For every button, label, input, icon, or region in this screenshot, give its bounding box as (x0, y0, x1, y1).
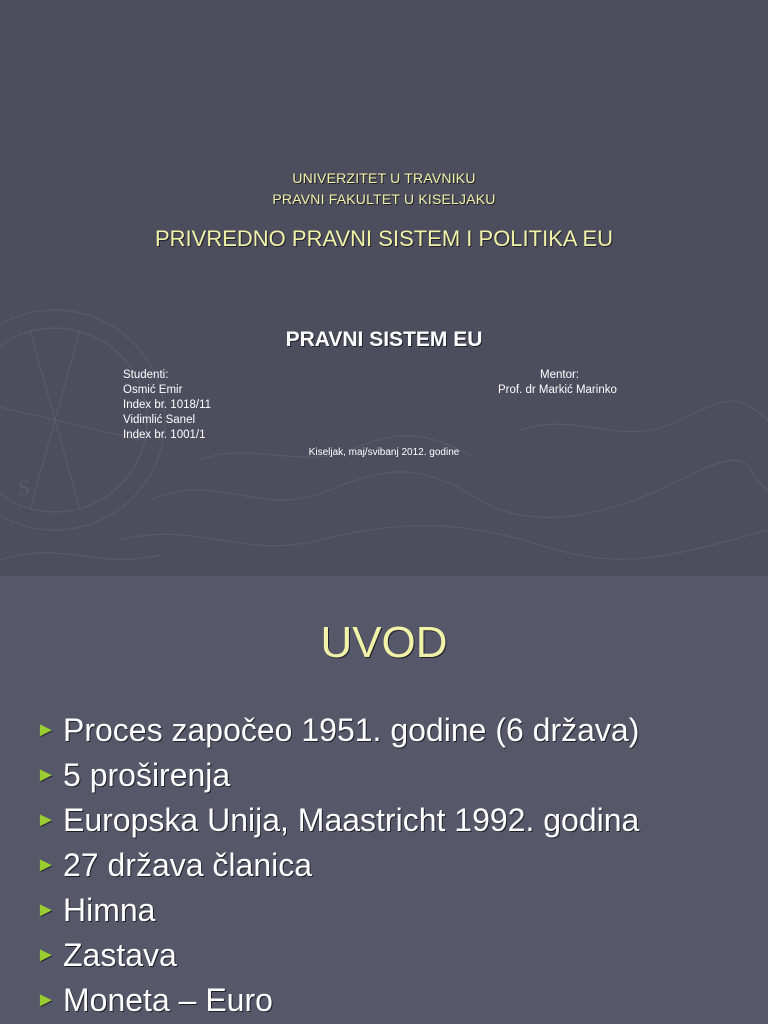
triangle-right-icon: ► (36, 944, 56, 966)
svg-text:S: S (18, 475, 31, 500)
list-item: ► Zastava (36, 933, 639, 978)
triangle-right-icon: ► (36, 899, 56, 921)
student-line: Index br. 1001/1 (123, 429, 206, 441)
triangle-right-icon: ► (36, 764, 56, 786)
faculty-name: PRAVNI FAKULTET U KISELJAKU (272, 191, 496, 207)
list-item: ► 27 država članica (36, 843, 639, 888)
dateline: Kiseljak, maj/svibanj 2012. godine (308, 447, 460, 458)
student-line: Index br. 1018/11 (123, 399, 212, 411)
slide-title: UVOD (320, 618, 448, 667)
university-name: UNIVERZITET U TRAVNIKU (292, 170, 476, 186)
students-label: Studenti: (123, 369, 169, 381)
mentor-label: Mentor: (540, 369, 579, 381)
triangle-right-icon: ► (36, 854, 56, 876)
mentor-name: Prof. dr Markić Marinko (498, 384, 617, 396)
students-block (123, 368, 211, 443)
bullet-list (36, 708, 639, 1023)
triangle-right-icon: ► (36, 809, 56, 831)
list-item: ► Himna (36, 888, 639, 933)
triangle-right-icon: ► (36, 719, 56, 741)
list-item: ► 5 proširenja (36, 753, 639, 798)
list-item: ► Europska Unija, Maastricht 1992. godina (36, 798, 639, 843)
list-item: ► Proces započeo 1951. godine (6 država) (36, 708, 639, 753)
mentor-block (498, 368, 617, 398)
student-line: Osmić Emir (123, 384, 183, 396)
list-item: ► Moneta – Euro (36, 978, 639, 1023)
course-title: PRIVREDNO PRAVNI SISTEM I POLITIKA EU (154, 226, 614, 251)
student-line: Vidimlić Sanel (123, 414, 196, 426)
triangle-right-icon: ► (36, 989, 56, 1011)
presentation-subtitle: PRAVNI SISTEM EU (285, 328, 483, 351)
intro-slide (0, 576, 768, 1024)
